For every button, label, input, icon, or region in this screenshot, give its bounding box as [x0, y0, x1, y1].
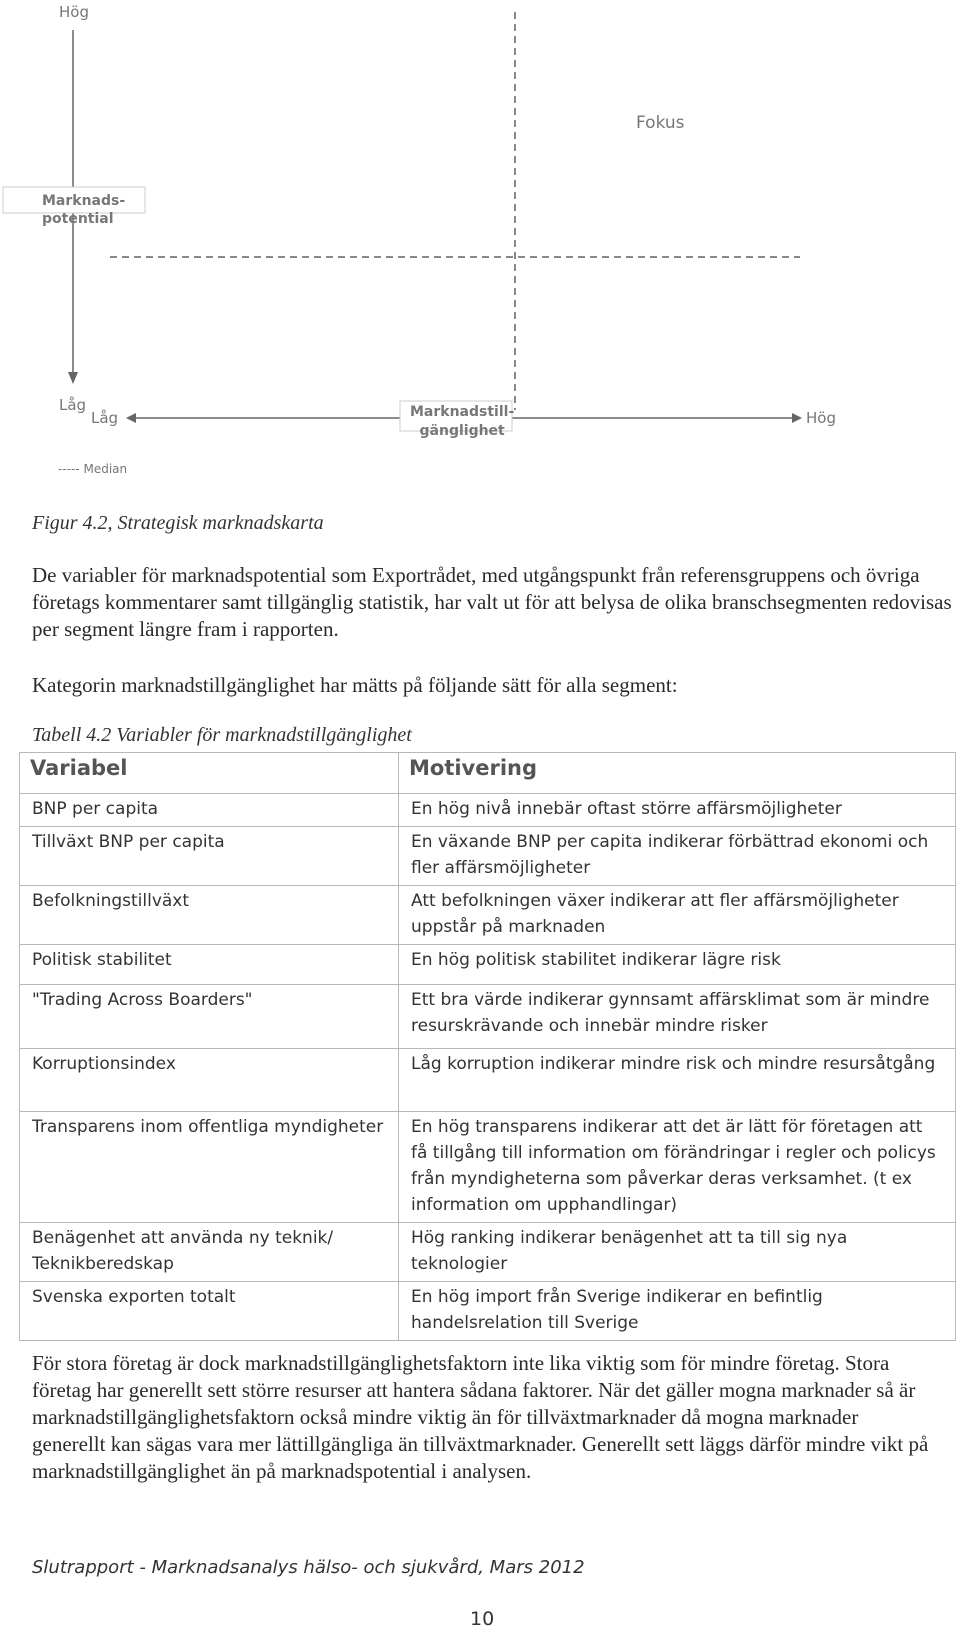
figure-caption: Figur 4.2, Strategisk marknadskarta: [32, 512, 324, 534]
x-axis-low-label: Låg: [91, 409, 119, 427]
paragraph-category: Kategorin marknadstillgänglighet har mätts på följande sätt för alla segment:: [32, 673, 678, 697]
table-row: [20, 1049, 956, 1112]
x-axis-high-label: Hög: [806, 409, 836, 427]
motivation-cell: En hög import från Sverige indikerar en befintlig handelsrelation till Sverige: [399, 1282, 956, 1341]
variable-cell: "Trading Across Boarders": [20, 985, 399, 1049]
y-axis-title: Marknads- potential: [42, 193, 126, 227]
table-header-row: [20, 753, 956, 794]
variable-cell: Politisk stabilitet: [20, 945, 399, 985]
motivation-cell: En hög transparens indikerar att det är lätt för företagen att få tillgång till information om förändringar i regler och policys från myndigheterna som påverkar deras verksamhet. (t ex information om upphandlingar): [399, 1112, 956, 1223]
x-axis-title: Marknadstill- gänglighet: [410, 404, 515, 439]
variable-cell: Befolkningstillväxt: [20, 886, 399, 945]
table-row: [20, 985, 956, 1049]
page-number: 10: [470, 1608, 495, 1630]
motivation-cell: En hög politisk stabilitet indikerar lägre risk: [399, 945, 956, 985]
focus-label: Fokus: [636, 113, 685, 133]
table-row: [20, 1282, 956, 1341]
table-caption: Tabell 4.2 Variabler för marknadstillgänglighet: [32, 724, 412, 746]
paragraph-intro: De variabler för marknadspotential som Exportrådet, med utgångspunkt från referensgruppens och övriga företags kommentarer samt tillgänglig statistik, har valt ut för att belysa de olika branschsegmenten redovisas per segment längre fram i rapporten.: [32, 563, 952, 641]
table-row: [20, 945, 956, 985]
y-axis-high-label: Hög: [59, 3, 89, 21]
motivation-cell: En växande BNP per capita indikerar förbättrad ekonomi och fler affärsmöjligheter: [399, 827, 956, 886]
variable-cell: Tillväxt BNP per capita: [20, 827, 399, 886]
y-axis-low-label: Låg: [59, 396, 87, 414]
paragraph-conclusion: För stora företag är dock marknadstillgänglighetsfaktorn inte lika viktig som för mindre företag. Stora företag har generellt sett större resurser att hantera sådana faktorer. När det gäller mogna marknader så är marknadstillgänglighetsfaktorn också mindre viktig än för tillväxtmarknader då mogna marknader generellt kan sägas vara mer lättillgängliga än tillväxtmarknader. Generellt sett läggs därför mindre vikt på marknadstillgänglighet än på marknadspotential i analysen.: [32, 1351, 929, 1483]
variable-cell: BNP per capita: [20, 794, 399, 827]
table-row: [20, 1223, 956, 1282]
variable-cell: Korruptionsindex: [20, 1049, 399, 1112]
motivation-cell: Hög ranking indikerar benägenhet att ta till sig nya teknologier: [399, 1223, 956, 1282]
variable-cell: Transparens inom offentliga myndigheter: [20, 1112, 399, 1223]
report-footer: Slutrapport - Marknadsanalys hälso- och sjukvård, Mars 2012: [32, 1557, 585, 1578]
table-row: [20, 794, 956, 827]
variables-table: [19, 752, 956, 1341]
median-legend: ----- Median: [58, 462, 128, 476]
motivation-cell: Ett bra värde indikerar gynnsamt affärsklimat som är mindre resurskrävande och innebär mindre risker: [399, 985, 956, 1049]
variable-cell: Svenska exporten totalt: [20, 1282, 399, 1341]
variable-cell: Benägenhet att använda ny teknik/ Teknikberedskap: [20, 1223, 399, 1282]
motivation-cell: Låg korruption indikerar mindre risk och mindre resursåtgång: [399, 1049, 956, 1112]
strategic-market-map: [0, 0, 960, 490]
table-row: [20, 886, 956, 945]
motivation-cell: En hög nivå innebär oftast större affärsmöjligheter: [399, 794, 956, 827]
table-row: [20, 1112, 956, 1223]
header-variable: Variabel: [20, 753, 399, 794]
motivation-cell: Att befolkningen växer indikerar att fler affärsmöjligheter uppstår på marknaden: [399, 886, 956, 945]
table-row: [20, 827, 956, 886]
header-motivation: Motivering: [399, 753, 956, 794]
